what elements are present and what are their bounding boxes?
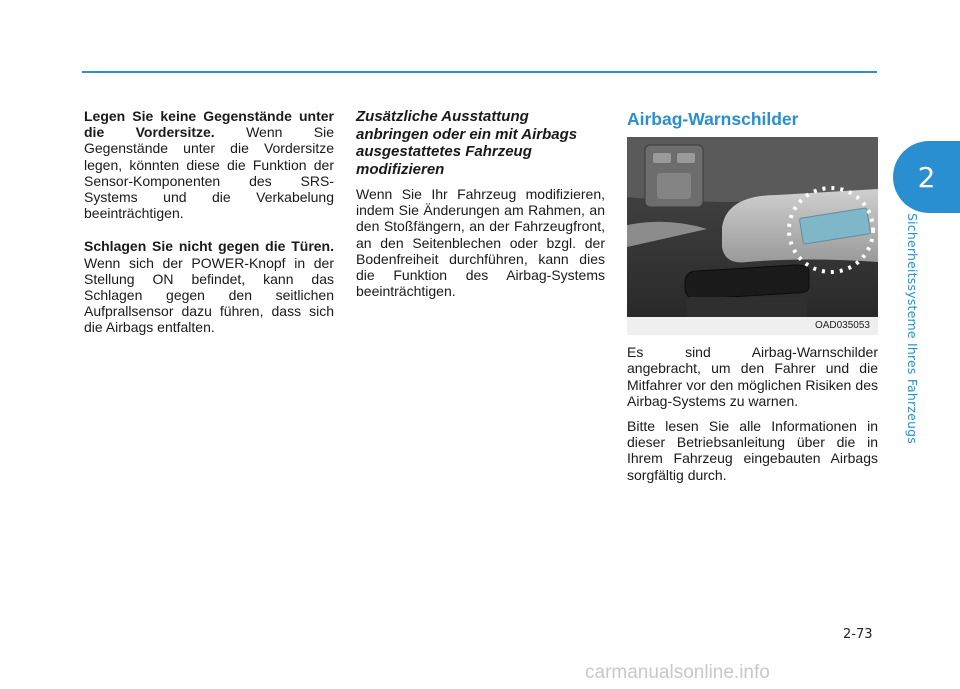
chapter-title: Sicherheitssysteme Ihres Fahrzeugs <box>905 213 920 445</box>
read-manual-paragraph: Bitte lesen Sie alle Informationen in dieser Betriebsanleitung über die in Ihrem Fahrzeug eingebauten Airbags sorgfältig durch. <box>627 418 878 483</box>
section-heading: Airbag-Warnschilder <box>627 109 799 129</box>
figure-code: OAD035053 <box>627 317 878 335</box>
chapter-number: 2 <box>917 160 936 194</box>
modification-body: Wenn Sie Ihr Fahrzeug modifizieren, indem Sie Änderungen am Rahmen, an den Stoßfängern, an der Fahrzeugfront, an den Seitenblechen oder bzgl. der Bodenfreiheit durchführen, kann dies die Funktion des Airbag-Systems beeinträchtigen. <box>356 186 605 300</box>
paragraph-doors-lead: Schlagen Sie nicht gegen die Türen. <box>84 238 334 255</box>
chapter-tab <box>893 141 960 213</box>
paragraph-doors <box>84 238 334 335</box>
column-2 <box>356 108 605 316</box>
warning-labels-paragraph: Es sind Airbag-Warnschilder angebracht, um den Fahrer und die Mitfahrer vor den möglichen Risiken des Airbag-Systems zu warnen. <box>627 344 878 409</box>
watermark: carmanualsonline.info <box>585 662 770 683</box>
paragraph-doors-body: Wenn sich der POWER-Knopf in der Stellung ON befindet, kann das Schlagen gegen den seitlichen Aufprallsensor dazu führen, dass sich die Airbags entfalten. <box>84 254 334 336</box>
paragraph-seats <box>84 108 334 221</box>
top-rule <box>82 71 877 73</box>
page-number: 2-73 <box>843 627 873 642</box>
sun-visor-illustration <box>627 137 878 335</box>
paragraph-seats-lead: Legen Sie keine Gegenstände unter die Vordersitze. <box>84 108 334 141</box>
paragraph-seats-body: Wenn Sie Gegenstände unter die Vordersitze legen, könnten diese die Funktion der Sensor-Komponenten des SRS-Systems und die Verkabelung beeinträchtigen. <box>84 124 334 222</box>
column-1 <box>84 108 334 353</box>
modification-heading: Zusätzliche Ausstattung anbringen oder ein mit Airbags ausgestattetes Fahrzeug modifizieren <box>356 108 578 178</box>
column-3 <box>627 108 878 492</box>
airbag-label-photo <box>627 137 878 335</box>
